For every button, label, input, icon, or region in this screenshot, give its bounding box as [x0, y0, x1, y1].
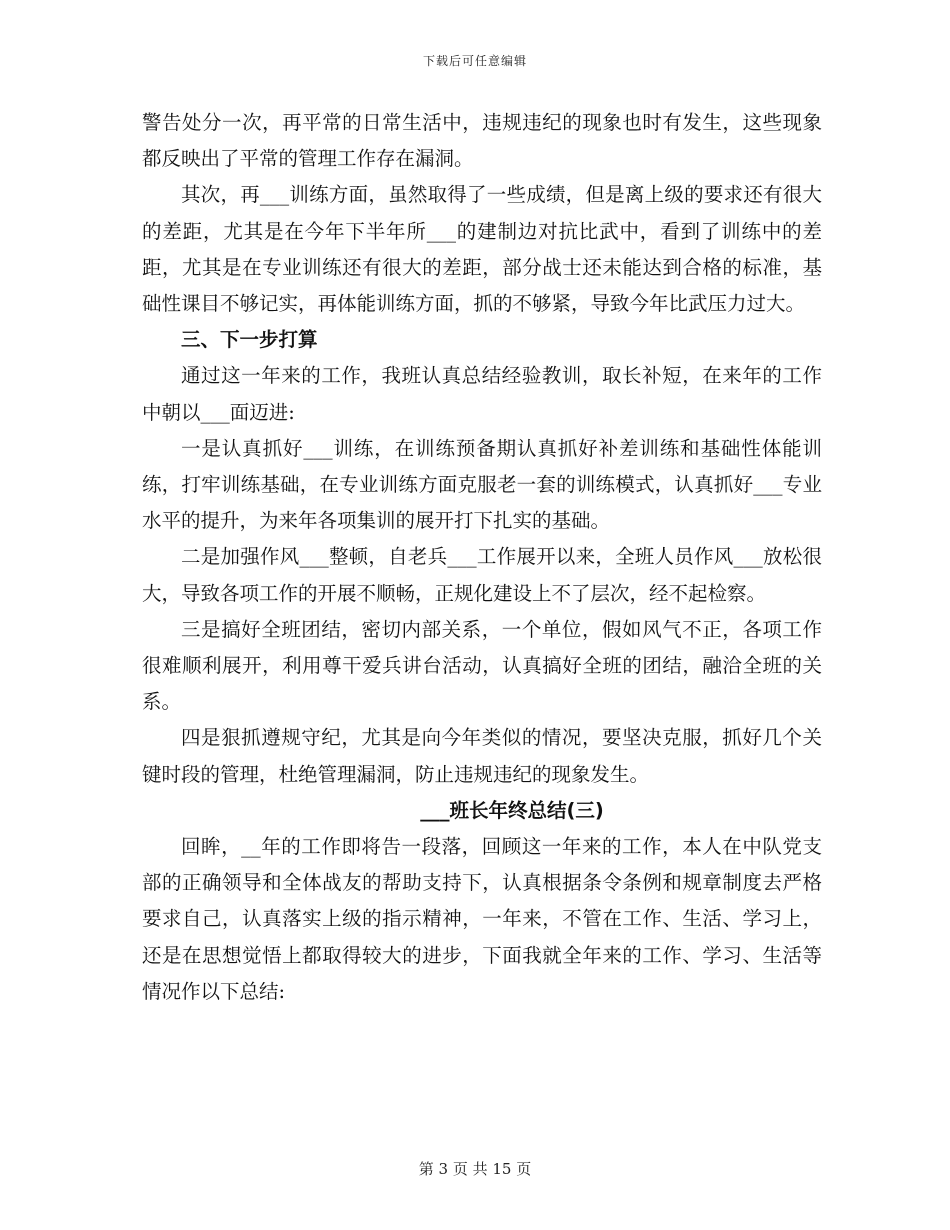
section-heading-next-steps: 三、下一步打算 — [181, 328, 318, 352]
paragraph-discipline-issues: 警告处分一次，再平常的日常生活中，违规违纪的现象也时有发生，这些现象都反映出了平常的管理工作存在漏洞。 — [142, 111, 822, 171]
paragraph-training-gap: 其次，再___训练方面，虽然取得了一些成绩，但是离上级的要求还有很大的差距，尤其是在今年下半年所___的建制边对抗比武中，看到了训练中的差距，尤其是在专业训练还有很大的差距，部分战士还未能达到合格的标准，基础性课目不够记实，再体能训练方面，抓的不够紧，导致今年比武压力过大。 — [142, 183, 822, 316]
document-section-title: ___班长年终总结(三) — [420, 798, 604, 822]
paragraph-next-steps-intro: 通过这一年来的工作，我班认真总结经验教训，取长补短，在来年的工作中朝以___面迈进: — [142, 364, 822, 424]
paragraph-plan-item-2: 二是加强作风___整顿，自老兵___工作展开以来，全班人员作风___放松很大，导致各项工作的开展不顺畅，正规化建设上不了层次，经不起检察。 — [142, 545, 822, 605]
page-header: 下载后可任意编辑 — [422, 54, 527, 68]
document-body — [142, 105, 822, 1010]
paragraph-plan-item-3: 三是搞好全班团结，密切内部关系，一个单位，假如风气不正，各项工作很难顺利展开，利用尊干爱兵讲台活动，认真搞好全班的团结，融洽全班的关系。 — [142, 617, 822, 714]
paragraph-year-review-intro: 回眸，__年的工作即将告一段落，回顾这一年来的工作，本人在中队党支部的正确领导和全体战友的帮助支持下，认真根据条令条例和规章制度去严格要求自己，认真落实上级的指示精神，一年来，不管在工作、生活、学习上，还是在思想觉悟上都取得较大的进步，下面我就全年来的工作、学习、生活等情况作以下总结: — [142, 835, 822, 1003]
page-footer: 第 3 页 共 15 页 — [418, 1160, 532, 1178]
paragraph-plan-item-1: 一是认真抓好___训练，在训练预备期认真抓好补差训练和基础性体能训练，打牢训练基础，在专业训练方面克服老一套的训练模式，认真抓好___专业水平的提升，为来年各项集训的展开打下扎实的基础。 — [142, 436, 822, 533]
paragraph-plan-item-4: 四是狠抓遵规守纪，尤其是向今年类似的情况，要坚决克服，抓好几个关键时段的管理，杜绝管理漏洞，防止违规违纪的现象发生。 — [142, 726, 822, 786]
